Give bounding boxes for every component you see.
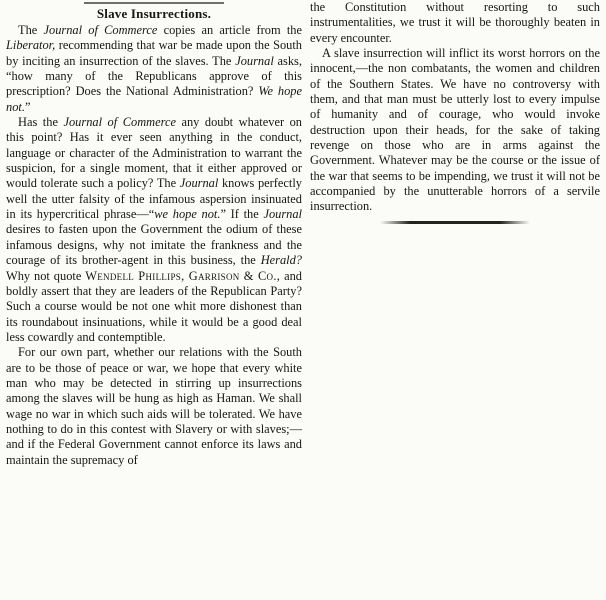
p2-smallcaps-names: Wendell Phillips, Garrison & Co., bbox=[85, 268, 281, 283]
paragraph-2 bbox=[6, 115, 302, 345]
p2-italic-3: we hope not. bbox=[154, 207, 221, 222]
right-column bbox=[310, 0, 600, 224]
p1-text-4: asks, “how many of the Republicans approve of this prescription? Does the National Administration? bbox=[6, 53, 302, 99]
article-headline: Slave Insurrections. bbox=[96, 6, 212, 21]
p2-italic-1: Journal of Commerce bbox=[63, 115, 176, 130]
p2-text-2: any doubt whatever on this point? Has it ever seen anything in the conduct, language or character of the Administration to warrant the suspicion, for a single moment, that it either approved or would tolerate such a policy? The bbox=[6, 115, 302, 191]
p1-italic-1: Journal of Commerce bbox=[43, 23, 158, 37]
paragraph-3: For our own part, whether our relations with the South are to be those of peace or war, we hope that every white man who may be detected in stirring up insurrections among the slaves will be hung as high as Haman. We shall wage no war in which such aids will be tolerated. We have nothing to do in this contest with Slavery or with slaves;—and if the Federal Government cannot enforce its laws and maintain the supremacy of bbox=[6, 345, 302, 467]
end-rule bbox=[380, 221, 530, 224]
p1-italic-3: Journal bbox=[235, 53, 274, 68]
p2-text-3: knows perfectly well the utter falsity of the infamous aspersion insinuated in its hypercritical phrase—“ bbox=[6, 176, 302, 222]
p2-italic-5: Herald? bbox=[260, 253, 302, 268]
p1-italic-2: Liberator, bbox=[6, 38, 56, 53]
paragraph-3-continued: the Constitution without resorting to such instrumentalities, we trust it will be thoroughly beaten in every encounter. bbox=[310, 0, 600, 45]
p2-text-6: Why not quote bbox=[6, 268, 86, 283]
p1-text-2: copies an article from the bbox=[157, 23, 302, 37]
p1-text-1: The bbox=[18, 23, 44, 37]
p1-text-3: recommending that war be made upon the South by inciting an insurrection of the slaves. The bbox=[6, 38, 302, 68]
paragraph-4: A slave insurrection will inflict its worst horrors on the innocent,—the non combatants, the women and children of the Southern States. We have no controversy with them, and that man must be utterly lost to every impulse of humanity and of courage, who would invoke destruction upon their heads, for the sake of taking revenge on those who are in arms against the Government. Whatever may be the course or the issue of the war that seems to be impending, we trust it will not be accompanied by the unutterable horrors of a servile insurrection. bbox=[310, 46, 600, 214]
p1-italic-4: We hope not. bbox=[6, 84, 303, 114]
paragraph-1 bbox=[6, 23, 302, 115]
p2-italic-4: Journal bbox=[263, 207, 302, 222]
p1-text-5: ” bbox=[24, 99, 31, 114]
p2-italic-2: Journal bbox=[179, 176, 219, 191]
p2-text-1: Has the bbox=[18, 115, 64, 130]
p2-text-4: ” If the bbox=[220, 207, 264, 222]
p2-text-5: desires to fasten upon the Government the odium of these infamous designs, why not imitate the frankness and the courage of its brother-agent in this business, the bbox=[6, 222, 302, 268]
left-column bbox=[6, 0, 302, 468]
p2-text-7: and boldly assert that they are leaders of the Republican Party? Such a course would be not one whit more dishonest than its roundabout insinuations, while it would be a good deal less cowardly and contemptible. bbox=[6, 268, 302, 344]
top-rule bbox=[84, 2, 224, 3]
